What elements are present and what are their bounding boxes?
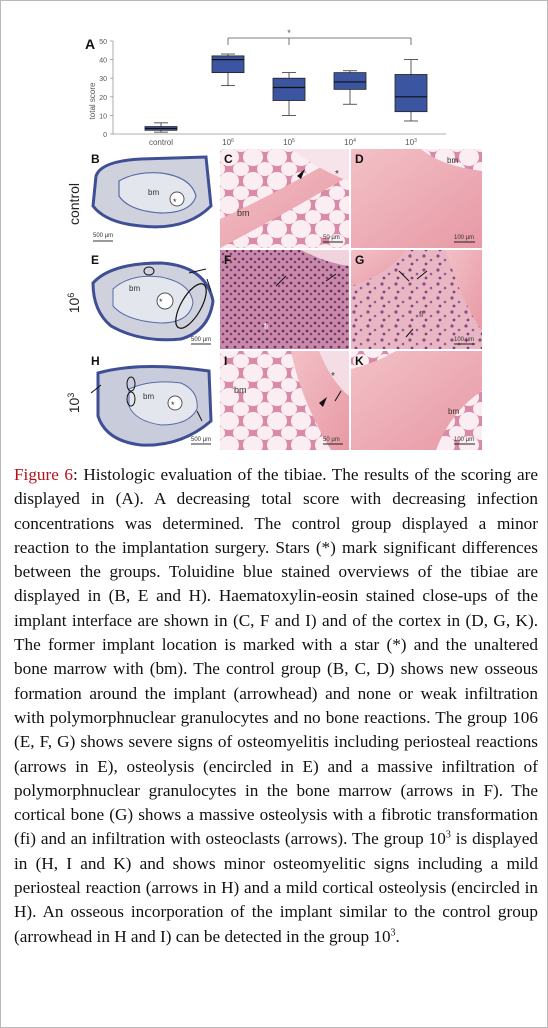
fi-label: fi [419,310,423,319]
scalebar-label: 500 µm [191,337,212,343]
box-2 [273,73,305,116]
x-tick-label [344,138,356,147]
y-tick-label: 20 [99,94,107,102]
bm-label: bm [129,284,141,293]
x-tick-label [222,138,234,147]
panel-d [351,149,482,248]
scalebar-label: 100 µm [454,437,475,443]
y-ticks [99,39,113,139]
caption-text: : Histologic evaluation of the tibiae. The results of the scoring are displayed in (A). A decreasing total score with decreasing infection concentrations was determined. The control group displayed a minor reaction to the implantation surgery. Stars (*) mark significant differences between the groups. Toluidine blue stained overviews of the tibiae are displayed in (B, E and H). Haematoxylin-eosin stained close-ups of the implant interface are shown in (C, F and I) and of the cortex in (D, G, K). The former implant location is marked with a star (*) and the unaltered bone marrow with (bm). The control group (B, C, D) shows new osseous formation around the implant (arrowhead) and none or weak infiltration with polymorphnuclear granulocytes and no bone reactions. The group 106 (E, F, G) shows severe signs of osteomyelitis including periosteal reactions (arrows in E), osteolysis (encircled in E) and a massive infiltration of polymorphnuclear granulocytes in the bone marrow (arrows in F). The cortical bone (G) shows a massive osteolysis with a fibrotic transformation (fi) and an infiltration with osteoclasts (arrows). The group 10 [14,465,539,849]
panel-k [351,351,482,450]
scalebar-label: 100 µm [454,337,475,343]
box-iqr [273,78,305,100]
panel-f-background [220,250,349,349]
x-tick-exp: 6 [231,138,234,144]
panel-letter-c: C [224,152,233,166]
y-tick-label: 40 [99,57,107,65]
panel-letter-h: H [91,354,100,368]
box-iqr [395,74,427,111]
bm-label: bm [143,392,155,401]
star-label: * [335,169,339,180]
bm-label: bm [448,407,460,416]
y-tick-label: 30 [99,76,107,84]
panel-letter-a: A [85,36,96,52]
caption-label: Figure 6 [14,465,74,484]
box-1 [212,54,244,86]
boxes [145,54,427,132]
box-0 [145,123,177,132]
box-3 [334,71,366,104]
panel-letter-b: B [91,152,100,166]
y-tick-label: 0 [103,132,107,139]
caption-text: . [395,926,400,946]
row-label-exp: 6 [66,292,76,298]
x-tick-exp: 4 [353,138,356,144]
x-tick-exp: 3 [414,138,417,144]
bm-label: bm [148,188,160,197]
box-iqr [334,73,366,90]
row-labels [66,183,82,413]
row-label-10-6 [66,293,82,314]
x-tick-base: control [148,138,174,147]
star-label: * [331,371,335,382]
x-tick-exp: 5 [292,138,295,144]
x-tick-base: 10 [283,138,293,147]
significance-bracket [228,28,411,45]
scalebar-label: 500 µm [191,437,212,443]
box-iqr [212,56,244,73]
star-label: * [159,297,163,307]
panel-letter-d: D [355,152,364,166]
panel-letter-i: I [224,354,228,368]
caption-superscript: 3 [445,829,451,841]
panel-e [88,250,218,349]
scalebar-label: 100 µm [454,235,475,241]
row-label-10-3 [66,393,82,414]
x-tick-label [405,138,417,147]
row-label-base: 10 [66,397,82,414]
caption-superscript: 3 [390,926,396,938]
bm-label: bm [234,385,247,395]
scalebar-label: 50 µm [323,437,340,443]
panel-letter-f: F [224,253,232,267]
figure-graphic [1,1,548,461]
panel-b [88,149,218,249]
x-tick-label [283,138,295,147]
bm-label: bm [447,156,459,165]
fi-label: fi [264,322,268,331]
panel-h [88,351,218,450]
y-tick-label: 50 [99,39,107,46]
panel-letter-g: G [355,253,365,267]
panel-i [220,351,349,450]
x-tick-base: 10 [222,138,232,147]
scalebar-label: 500 µm [93,233,114,239]
x-tick-base: 10 [405,138,415,147]
panel-g [351,250,482,349]
y-axis-label: total score [88,82,97,120]
x-tick-labels [149,138,417,147]
panel-f [220,250,349,349]
row-label-exp: 3 [66,392,76,398]
panel-letter-k: K [355,354,364,368]
significance-star: * [287,28,291,38]
bm-label: bm [237,208,250,218]
panel-letter-e: E [91,253,100,267]
caption-text: is displayed in (H, I and K) and shows minor osteomyelitic signs including a mild periosteal reaction (arrows in H) and a mild cortical osteolysis (encircled in H). An osseous incorporation of the implant similar to the control group (arrowhead in H and I) can be detected in the group 10 [14,829,538,946]
row-label-control: control [66,182,82,226]
star-label: * [173,197,177,207]
y-tick-label: 10 [99,113,107,121]
box-4 [395,60,427,121]
boxplot-panel-a [85,28,446,147]
x-tick-label [149,138,173,147]
star-label: * [171,400,175,410]
row-label-base: 10 [66,297,82,314]
panel-c [220,149,349,248]
x-tick-base: 10 [344,138,354,147]
scalebar-label: 50 µm [323,235,340,241]
figure-caption [14,463,538,949]
